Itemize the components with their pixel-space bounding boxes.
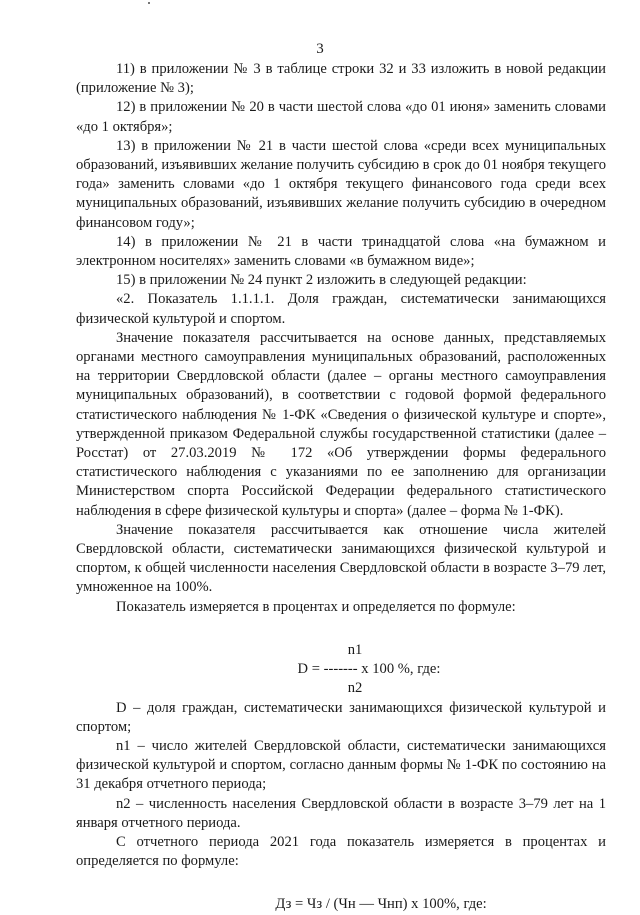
scan-speck	[148, 2, 150, 4]
paragraph-def-d: D – доля граждан, систематически занимающихся физической культурой и спортом;	[76, 699, 606, 735]
paragraph-calculation: Значение показателя рассчитывается как отношение числа жителей Свердловской области, систематически занимающихся физической культурой и спортом, к общей численности населения Свердловской области в возрасте 3–79 лет, умноженное на 100%.	[76, 521, 606, 596]
paragraph-item-15: 15) в приложении № 24 пункт 2 изложить в следующей редакции:	[116, 272, 527, 289]
page-number: 3	[316, 41, 324, 57]
formula-dz: Дз = Чз / (Чн — Чнп) x 100%, где:	[275, 896, 487, 913]
paragraph-formula-intro: Показатель измеряется в процентах и определяется по формуле:	[116, 598, 516, 615]
paragraph-data-source: Значение показателя рассчитывается на основе данных, представляемых органами местного самоуправления муниципальных образований, расположенных на территории Свердловской области (далее – органы местного самоуправления муниципальных образований), в соответствии с годовой формой федерального статистического наблюдения № 1-ФК «Сведения о физической культуре и спорте», утвержденной приказом Федеральной службы государственной статистики (далее – Росстат) от 27.03.2019 № 172 «Об утверждении формы федерального статистического наблюдения с указаниями по ее заполнению для организации Министерством спорта Российской Федерации федерального статистического наблюдения в сфере физической культуры и спорта» (далее – форма № 1-ФК).	[76, 329, 606, 519]
paragraph-item-11: 11) в приложении № 3 в таблице строки 32 и 33 изложить в новой редакции (приложение № 3);	[76, 61, 606, 97]
paragraph-indicator-heading: «2. Показатель 1.1.1.1. Доля граждан, систематически занимающихся физической культурой и спортом.	[76, 291, 606, 327]
document-body	[76, 60, 606, 915]
formula-main-line: D = ------- x 100 %, где:	[297, 661, 441, 678]
paragraph-item-13: 13) в приложении № 21 в части шестой слова «среди всех муниципальных образований, изъявивших желание получить субсидию в срок до 01 ноября текущего года» заменить словами «до 1 октября текущего финансового года среди всех муниципальных образований, изъявивших желание получить субсидию в очередном финансовом году»;	[76, 137, 606, 231]
paragraph-item-14: 14) в приложении № 21 в части тринадцатой слова «на бумажном и электронном носителях» заменить словами «в бумажном виде»;	[76, 233, 606, 270]
paragraph-def-n1: n1 – число жителей Свердловской области, систематически занимающихся физической культурой и спортом, согласно данным формы № 1-ФК по состоянию на 31 декабря отчетного периода;	[76, 737, 606, 793]
formula-d	[76, 641, 606, 699]
paragraph-def-n2: n2 – численность населения Свердловской области в возрасте 3–79 лет на 1 января отчетного периода.	[76, 795, 606, 831]
paragraph-item-12: 12) в приложении № 20 в части шестой слова «до 01 июня» заменить словами «до 1 октября»;	[76, 99, 606, 135]
formula-numerator: n1	[347, 641, 363, 658]
paragraph-formula2-intro: С отчетного периода 2021 года показатель измеряется в процентах и определяется по формуле:	[76, 833, 606, 870]
formula-denominator: n2	[347, 680, 363, 697]
